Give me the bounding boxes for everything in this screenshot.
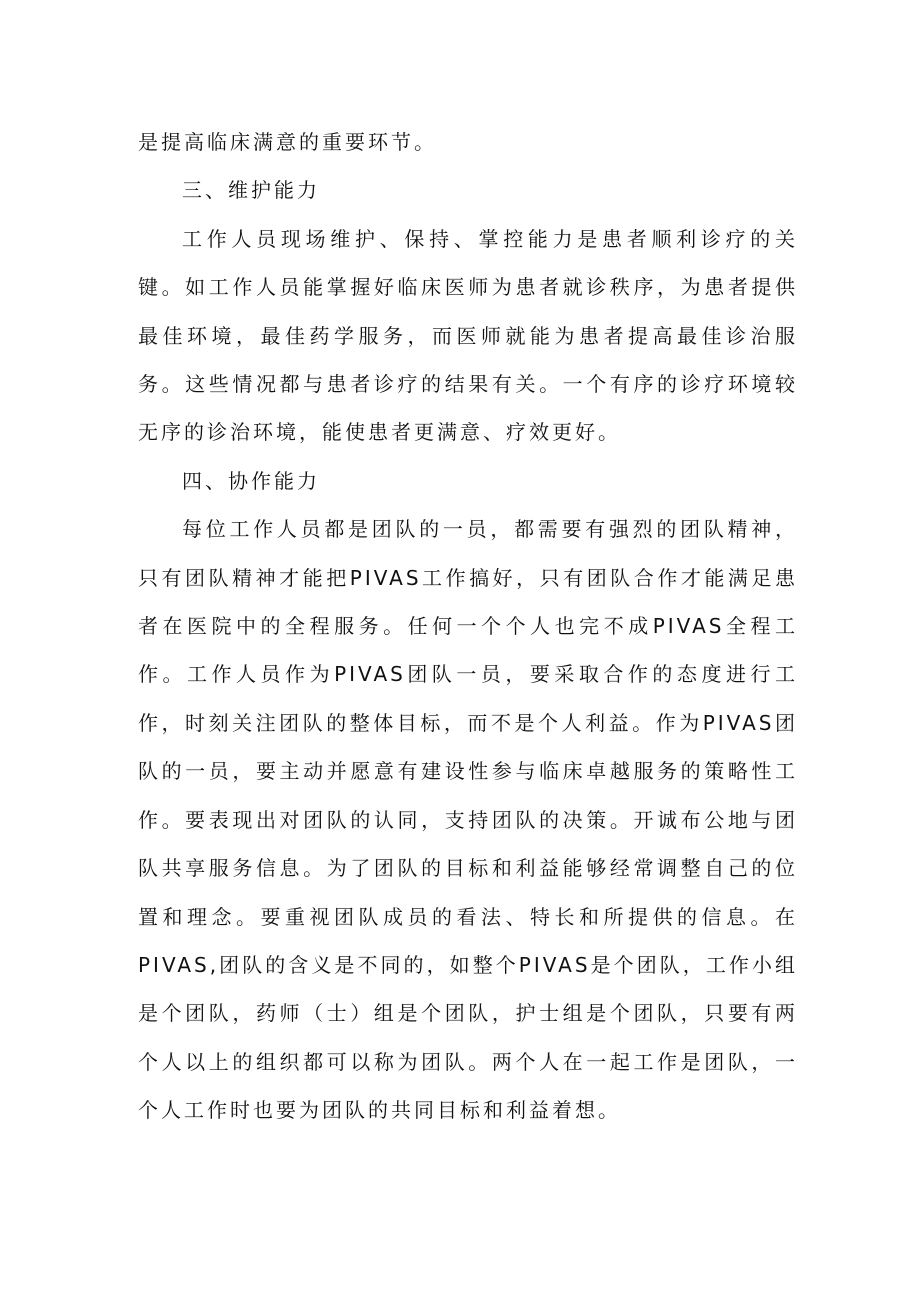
section-heading-collaboration-ability: 四、协作能力 xyxy=(182,468,320,493)
paragraph-maintenance-ability: 工作人员现场维护、保持、掌控能力是患者顺利诊疗的关键。如工作人员能掌握好临床医师为患者就诊秩序，为患者提供最佳环境，最佳药学服务，而医师就能为患者提高最佳诊治服务。这些情况都与患者诊疗的结果有关。一个有序的诊疗环境较无序的诊治环境，能使患者更满意、疗效更好。 xyxy=(138,226,798,445)
paragraph-collaboration-ability: 每位工作人员都是团队的一员，都需要有强烈的团队精神，只有团队精神才能把PIVAS工作搞好，只有团队合作才能满足患者在医院中的全程服务。任何一个个人也完不成PIVAS全程工作。工作人员作为PIVAS团队一员，要采取合作的态度进行工作，时刻关注团队的整体目标，而不是个人利益。作为PIVAS团队的一员，要主动并愿意有建设性参与临床卓越服务的策略性工作。要表现出对团队的认同，支持团队的决策。开诚布公地与团队共享服务信息。为了团队的目标和利益能够经常调整自己的位置和理念。要重视团队成员的看法、特长和所提供的信息。在PIVAS,团队的含义是不同的，如整个PIVAS是个团队，工作小组是个团队，药师（士）组是个团队，护士组是个团队，只要有两个人以上的组织都可以称为团队。两个人在一起工作是团队，一个人工作时也要为团队的共同目标和利益着想。 xyxy=(138,517,798,1123)
document-body xyxy=(138,118,798,1135)
paragraph-continuation: 是提高临床满意的重要环节。 xyxy=(138,130,437,154)
section-heading-maintenance-ability: 三、维护能力 xyxy=(182,178,320,203)
